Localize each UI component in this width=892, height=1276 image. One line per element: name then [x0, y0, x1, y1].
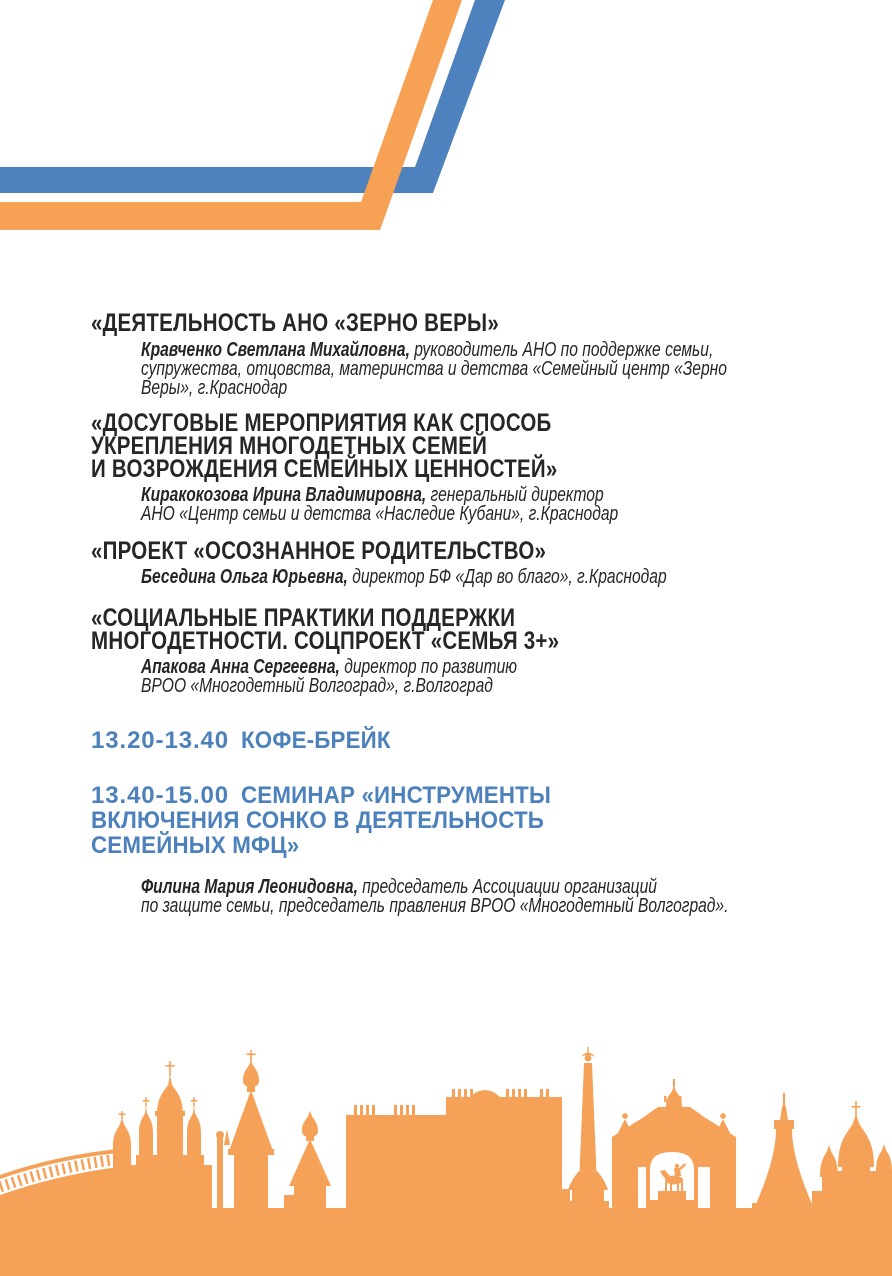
speaker-role: председатель Ассоциации организаций — [357, 876, 657, 898]
session-title — [91, 309, 589, 337]
session-title — [91, 409, 660, 483]
speaker-paragraph — [141, 658, 623, 696]
speaker-role: генеральный директор — [426, 484, 604, 506]
session-title-line: МНОГОДЕТНОСТИ. СОЦПРОЕКТ «СЕМЬЯ 3+» — [91, 627, 560, 655]
schedule-item-seminar — [91, 783, 578, 858]
schedule-title-line: ВКЛЮЧЕНИЯ СОНКО В ДЕЯТЕЛЬНОСТЬ — [91, 807, 545, 834]
session-title-line: «ДОСУГОВЫЕ МЕРОПРИЯТИЯ КАК СПОСОБ — [91, 409, 552, 437]
schedule-time: 13.40-15.00 — [91, 782, 230, 809]
speaker-role: директор БФ «Дар во благо», г.Краснодар — [347, 566, 667, 588]
speaker-role: директор по развитию — [339, 656, 517, 678]
speaker-role: АНО «Центр семьи и детства «Наследие Кубани», г.Краснодар — [141, 503, 619, 525]
speaker-role: Веры», г.Краснодар — [141, 377, 288, 399]
speaker-role: руководитель АНО по поддержке семьи, — [409, 339, 714, 361]
session-title — [91, 537, 646, 565]
speaker-paragraph — [141, 568, 815, 587]
speaker-role: ВРОО «Многодетный Волгоград», г.Волгоград — [141, 675, 493, 697]
session-title-line: «СОЦИАЛЬНЫЕ ПРАКТИКИ ПОДДЕРЖКИ — [91, 604, 516, 632]
session-title-line: И ВОЗРОЖДЕНИЯ СЕМЕЙНЫХ ЦЕННОСТЕЙ» — [91, 455, 558, 483]
session-title-line: «ДЕЯТЕЛЬНОСТЬ АНО «ЗЕРНО ВЕРЫ» — [91, 309, 500, 337]
city-skyline-silhouette-icon — [0, 1045, 892, 1276]
stripe-orange — [0, 0, 462, 230]
schedule-title-line: СЕМИНАР «ИНСТРУМЕНТЫ — [241, 782, 552, 809]
speaker-role: супружества, отцовства, материнства и детства «Семейный центр «Зерно — [141, 358, 727, 380]
schedule-item-coffee-break — [91, 728, 402, 753]
speaker-role: по защите семьи, председатель правления ВРОО «Многодетный Волгоград». — [141, 895, 729, 917]
speaker-paragraph — [141, 486, 753, 524]
schedule-title-line: СЕМЕЙНЫХ МФЦ» — [91, 832, 300, 859]
session-title — [91, 604, 662, 655]
speaker-name: Апакова Анна Сергеевна, — [141, 656, 340, 678]
speaker-name: Кравченко Светлана Михайловна, — [141, 339, 410, 361]
corner-stripes-icon — [0, 0, 520, 232]
speaker-paragraph — [141, 341, 892, 398]
speaker-name: Филина Мария Леонидовна, — [141, 876, 358, 898]
speaker-name: Киракокозова Ирина Владимировна, — [141, 484, 427, 506]
session-title-line: «ПРОЕКТ «ОСОЗНАННОЕ РОДИТЕЛЬСТВО» — [91, 537, 547, 565]
schedule-title-line: КОФЕ-БРЕЙК — [241, 727, 391, 754]
session-title-line: УКРЕПЛЕНИЯ МНОГОДЕТНЫХ СЕМЕЙ — [91, 432, 488, 460]
speaker-name: Беседина Ольга Юрьевна, — [141, 566, 348, 588]
schedule-time: 13.20-13.40 — [91, 727, 230, 754]
speaker-paragraph — [141, 878, 892, 916]
